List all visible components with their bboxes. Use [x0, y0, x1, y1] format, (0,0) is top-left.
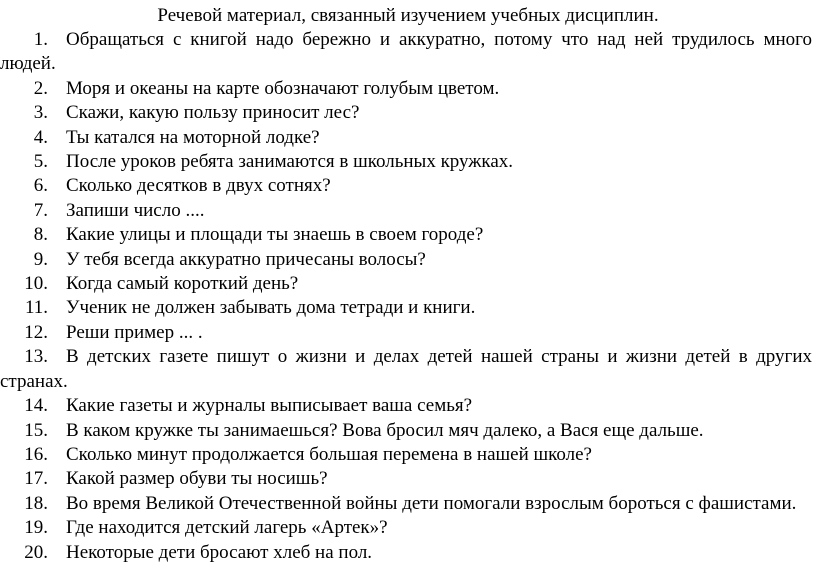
item-number: 6. — [33, 175, 48, 197]
list-item — [0, 126, 816, 150]
item-number: 10. — [24, 273, 48, 295]
list-item — [0, 345, 816, 394]
item-text: Какие улицы и площади ты знаешь в своем городе? — [66, 224, 484, 246]
item-number: 11. — [24, 297, 48, 319]
item-number: 16. — [24, 443, 48, 465]
item-number: 3. — [33, 102, 48, 124]
item-text: Реши пример ... . — [66, 321, 203, 343]
list-item — [0, 467, 816, 491]
item-text: После уроков ребята занимаются в школьных кружках. — [66, 151, 514, 173]
item-text: Сколько минут продолжается большая перемена в нашей школе? — [66, 443, 592, 465]
list-item — [0, 248, 816, 272]
item-number: 2. — [33, 77, 48, 99]
item-number: 20. — [24, 541, 48, 563]
list-item — [0, 492, 816, 516]
item-number: 17. — [24, 468, 48, 490]
list-item — [0, 77, 816, 101]
item-text: Когда самый короткий день? — [66, 273, 299, 295]
item-number: 1. — [33, 29, 48, 50]
item-text: Скажи, какую пользу приносит лес? — [66, 102, 360, 124]
item-number: 12. — [24, 321, 48, 343]
item-text: В детских газете пишут о жизни и делах детей нашей страны и жизни детей в других странах. — [0, 346, 812, 392]
item-text: Некоторые дети бросают хлеб на пол. — [66, 541, 373, 563]
item-number: 4. — [33, 126, 48, 148]
item-number: 7. — [33, 199, 48, 221]
item-text: Моря и океаны на карте обозначают голубым цветом. — [66, 77, 500, 99]
item-text: Сколько десятков в двух сотнях? — [66, 175, 331, 197]
item-number: 9. — [33, 248, 48, 270]
item-text: Во время Великой Отечественной войны дети помогали взрослым бороться с фашистами. — [66, 492, 797, 514]
list-item — [0, 150, 816, 174]
list-item — [0, 296, 816, 320]
list-item — [0, 516, 816, 540]
item-text: Ты катался на моторной лодке? — [66, 126, 320, 148]
list-item — [0, 28, 816, 77]
list-item — [0, 199, 816, 223]
list-item — [0, 101, 816, 125]
list-item — [0, 443, 816, 467]
item-number: 14. — [24, 395, 48, 417]
item-number: 19. — [24, 517, 48, 539]
list-item — [0, 272, 816, 296]
item-text: Какой размер обуви ты носишь? — [66, 468, 328, 490]
item-text: У тебя всегда аккуратно причесаны волосы? — [66, 248, 426, 270]
list-item — [0, 419, 816, 443]
item-number: 5. — [33, 151, 48, 173]
item-text: В каком кружке ты занимаешься? Вова бросил мяч далеко, а Вася еще дальше. — [66, 419, 704, 441]
item-number: 15. — [24, 419, 48, 441]
list-item — [0, 174, 816, 198]
item-text: Ученик не должен забывать дома тетради и книги. — [66, 297, 476, 319]
document-title: Речевой материал, связанный изучением учебных дисциплин. — [157, 5, 659, 26]
item-number: 13. — [24, 346, 48, 368]
list-item — [0, 321, 816, 345]
list-item — [0, 541, 816, 565]
item-text: Где находится детский лагерь «Артек»? — [66, 517, 388, 539]
item-text: Обращаться с книгой надо бережно и аккуратно, потому что над ней трудилось много людей. — [0, 29, 812, 75]
item-text: Какие газеты и журналы выписывает ваша семья? — [66, 395, 473, 417]
item-number: 18. — [24, 492, 48, 514]
item-text: Запиши число .... — [66, 199, 205, 221]
list-item — [0, 223, 816, 247]
sentence-list — [0, 28, 816, 565]
item-number: 8. — [33, 224, 48, 246]
list-item — [0, 394, 816, 418]
